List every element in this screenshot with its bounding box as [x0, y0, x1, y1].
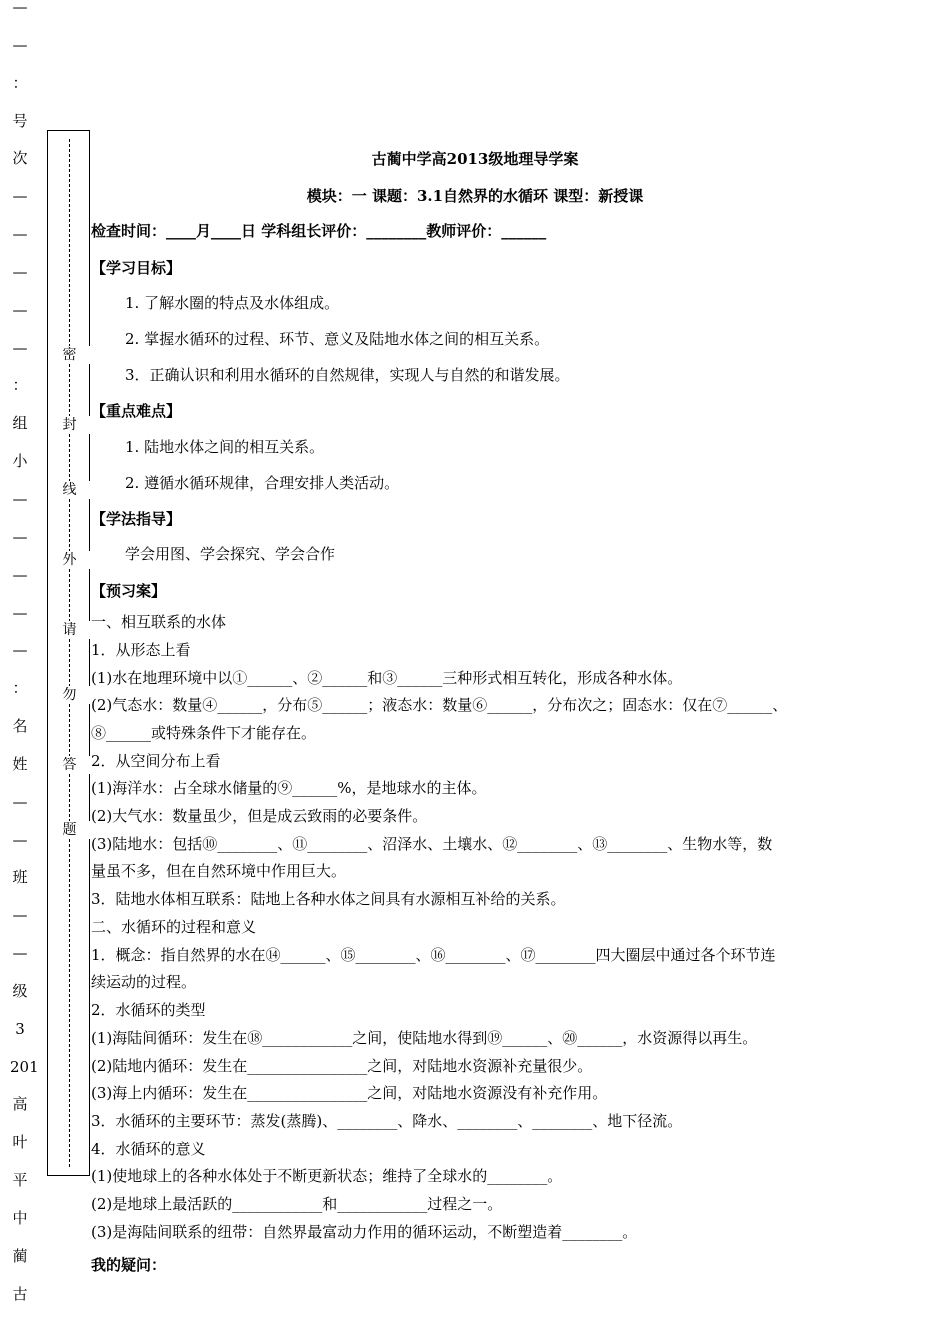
seal-line-box	[47, 130, 90, 1176]
text-line: 续运动的过程。	[91, 973, 197, 991]
fill-blank-line: (2)是地球上最活跃的____________和____________过程之一。	[91, 1195, 503, 1213]
check-line: 检查时间：____月____日 学科组长评价：________教师评价：______	[91, 222, 547, 240]
margin-char: ：	[12, 73, 28, 92]
margin-char: 号	[12, 111, 28, 130]
margin-char: 班	[12, 868, 28, 887]
page-subtitle: 模块：一 课题：3.1自然界的水循环 课型：新授课	[306, 187, 644, 205]
fill-blank-line: (1)水在地理环境中以①______、②______和③______三种形式相互转化，形成各种水体。	[91, 669, 683, 687]
objective-item: 3．正确认识和利用水循环的自然规律，实现人与自然的和谐发展。	[125, 366, 570, 384]
method-text: 学会用图、学会探究、学会合作	[125, 545, 336, 563]
seal-char: 线	[48, 481, 91, 499]
margin-char: ：	[12, 679, 28, 698]
margin-char: 次	[12, 149, 28, 168]
margin-char: —	[12, 300, 28, 319]
margin-char: 3	[15, 1019, 25, 1038]
margin-char: —	[12, 944, 28, 963]
margin-char: 中	[12, 1209, 28, 1227]
fill-blank-line: (1)使地球上的各种水体处于不断更新状态；维持了全球水的________。	[91, 1167, 563, 1185]
margin-char: —	[12, 187, 28, 206]
section-heading: 【学法指导】	[91, 510, 182, 528]
section-heading: 【学习目标】	[91, 259, 182, 277]
fill-blank-line: (1)海洋水：占全球水储量的⑨______%，是地球水的主体。	[91, 779, 487, 797]
margin-char: 组	[12, 414, 28, 433]
seal-char: 答	[48, 756, 91, 774]
seal-char: 外	[48, 551, 91, 569]
margin-char: —	[12, 489, 28, 508]
margin-char: 平	[12, 1171, 28, 1190]
fill-blank-line: (3)陆地水：包括⑩________、⑪________、沼泽水、土壤水、⑫________、⑬________、生物水等，数	[91, 835, 773, 853]
objective-item: 2. 掌握水循环的过程、环节、意义及陆地水体之间的相互关系。	[125, 330, 550, 348]
margin-char: —	[12, 906, 28, 925]
margin-char: 叶	[12, 1133, 28, 1152]
margin-char: ：	[12, 376, 28, 395]
margin-char: —	[12, 830, 28, 849]
margin-char: —	[12, 225, 28, 244]
margin-char: —	[12, 338, 28, 357]
margin-char: —	[12, 262, 28, 281]
subheading: 二、水循环的过程和意义	[91, 918, 257, 936]
seal-char: 封	[48, 416, 91, 434]
fill-blank-line: 3．水循环的主要环节：蒸发(蒸腾)、________、降水、________、________、地下径流。	[91, 1112, 683, 1130]
keypoint-item: 1. 陆地水体之间的相互关系。	[125, 438, 325, 456]
keypoint-item: 2. 遵循水循环规律，合理安排人类活动。	[125, 474, 400, 492]
my-questions-label: 我的疑问：	[91, 1256, 167, 1274]
text-line: 量虽不多，但在自然环境中作用巨大。	[91, 862, 347, 880]
seal-char: 请	[48, 621, 91, 639]
text-line: 3．陆地水体相互联系：陆地上各种水体之间具有水源相互补给的关系。	[91, 890, 566, 908]
objective-item: 1. 了解水圈的特点及水体组成。	[125, 294, 340, 312]
margin-char: 201	[10, 1057, 39, 1076]
margin-char: —	[12, 565, 28, 584]
margin-char: 级	[12, 981, 28, 1000]
margin-char: —	[12, 603, 28, 622]
seal-char: 题	[48, 821, 91, 839]
seal-dashed-line	[69, 139, 70, 1167]
margin-char: 名	[12, 717, 28, 736]
margin-char: 小	[12, 452, 28, 471]
margin-char: —	[12, 641, 28, 660]
margin-char: —	[12, 0, 28, 16]
margin-char: —	[12, 792, 28, 811]
text-line: 2．从空间分布上看	[91, 752, 221, 770]
margin-char: 蔺	[12, 1246, 28, 1265]
subheading: 一、相互联系的水体	[91, 613, 227, 631]
fill-blank-line: (2)气态水：数量④______，分布⑤______；液态水：数量⑥______，分布次之；固态水：仅在⑦______、	[91, 696, 788, 714]
seal-char: 密	[48, 346, 91, 364]
section-heading: 【预习案】	[91, 582, 167, 600]
text-line: 4．水循环的意义	[91, 1140, 206, 1158]
text-line: 1．从形态上看	[91, 641, 191, 659]
fill-blank-line: (1)海陆间循环：发生在⑱____________之间，使陆地水得到⑲______、⑳______，水资源得以再生。	[91, 1029, 758, 1047]
section-heading: 【重点难点】	[91, 402, 182, 420]
text-line: 2．水循环的类型	[91, 1001, 206, 1019]
fill-blank-line: 1．概念：指自然界的水在⑭______、⑮________、⑯________、⑰________四大圈层中通过各个环节连	[91, 946, 776, 964]
margin-char: 高	[12, 1095, 28, 1114]
fill-blank-line: (3)是海陆间联系的纽带：自然界最富动力作用的循环运动，不断塑造着________。	[91, 1223, 638, 1241]
page-title: 古蔺中学高2013级地理导学案	[371, 150, 579, 168]
seal-char: 勿	[48, 686, 91, 704]
text-line: (2)大气水：数量虽少，但是成云致雨的必要条件。	[91, 807, 428, 825]
fill-blank-line: (3)海上内循环：发生在________________之间，对陆地水资源没有补充作用。	[91, 1084, 608, 1102]
margin-char: 古	[12, 1284, 28, 1303]
margin-char: —	[12, 35, 28, 54]
margin-char: —	[12, 527, 28, 546]
margin-char: 姓	[12, 754, 28, 773]
fill-blank-line: ⑧______或特殊条件下才能存在。	[91, 724, 317, 742]
fill-blank-line: (2)陆地内循环：发生在________________之间，对陆地水资源补充量很少。	[91, 1057, 593, 1075]
